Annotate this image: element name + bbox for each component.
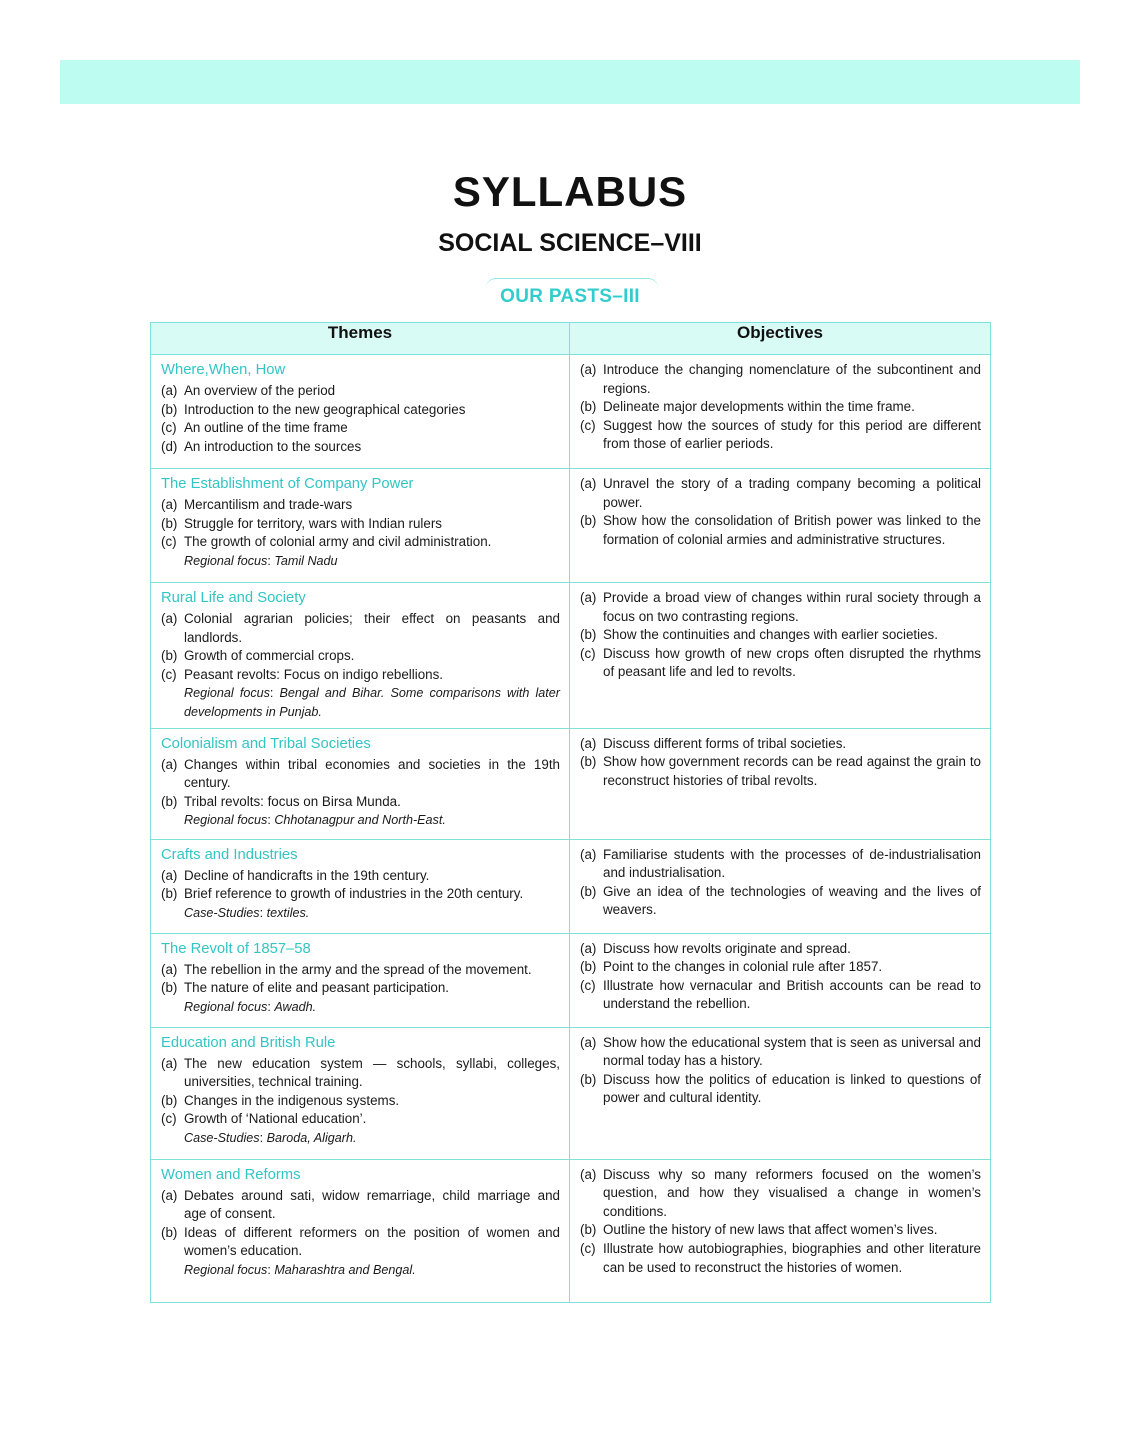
themes-item-text: Growth of ‘National education’. bbox=[184, 1111, 367, 1127]
themes-item-text: Ideas of different reformers on the position of women and women’s education. bbox=[184, 1224, 560, 1259]
focus-note-label: Case-Studies bbox=[184, 1130, 260, 1145]
objectives-item bbox=[580, 1034, 981, 1071]
themes-cell bbox=[151, 1159, 570, 1302]
themes-item-label: (b) bbox=[161, 648, 178, 664]
themes-cell bbox=[151, 469, 570, 583]
objectives-item-text: Illustrate how vernacular and British accounts can be read to understand the rebellion. bbox=[603, 977, 981, 1012]
page-title: SYLLABUS bbox=[452, 168, 688, 215]
objectives-item bbox=[580, 1221, 981, 1240]
themes-item bbox=[161, 867, 560, 886]
themes-item bbox=[161, 885, 560, 904]
themes-item-text: An outline of the time frame bbox=[184, 420, 348, 436]
focus-note-label: Regional focus bbox=[184, 553, 268, 568]
focus-note bbox=[161, 811, 560, 830]
objectives-item-label: (b) bbox=[580, 1071, 597, 1087]
focus-note bbox=[161, 904, 560, 923]
focus-note-text: Chhotanagpur and North-East. bbox=[274, 813, 446, 828]
objectives-item bbox=[580, 589, 981, 626]
objectives-item bbox=[580, 645, 981, 682]
themes-item-label: (a) bbox=[161, 383, 178, 398]
themes-item-label: (a) bbox=[161, 867, 178, 883]
themes-item-text: The nature of elite and peasant participation. bbox=[184, 980, 450, 996]
themes-item-text: Peasant revolts: Focus on indigo rebellions. bbox=[184, 666, 444, 682]
focus-note-separator: : bbox=[259, 1130, 267, 1145]
themes-item bbox=[161, 533, 560, 552]
objectives-item-text: Illustrate how autobiographies, biographies and other literature can be used to reconstruct the histories of women. bbox=[603, 1240, 981, 1275]
objectives-item bbox=[580, 1071, 981, 1108]
objectives-item-text: Delineate major developments within the time frame. bbox=[603, 399, 915, 415]
table-row bbox=[151, 839, 991, 933]
objectives-item-label: (c) bbox=[580, 645, 596, 661]
table-row bbox=[151, 1159, 991, 1302]
focus-note-separator: : bbox=[267, 813, 275, 828]
themes-item-label: (c) bbox=[161, 666, 177, 682]
objectives-item-label: (b) bbox=[580, 627, 597, 643]
objectives-item-text: Introduce the changing nomenclature of the subcontinent and regions. bbox=[603, 362, 981, 396]
objectives-item bbox=[580, 958, 981, 977]
objectives-item bbox=[580, 940, 981, 959]
themes-item bbox=[161, 666, 560, 685]
header-band bbox=[60, 60, 1080, 104]
objectives-item-text: Unravel the story of a trading company becoming a political power. bbox=[603, 476, 981, 510]
objectives-item-text: Provide a broad view of changes within rural society through a focus on two contrasting regions. bbox=[603, 590, 981, 624]
objectives-cell bbox=[570, 1027, 991, 1159]
objectives-item bbox=[580, 1240, 981, 1277]
objectives-item bbox=[580, 475, 981, 512]
themes-item-text: Decline of handicrafts in the 19th century. bbox=[184, 867, 430, 883]
focus-note bbox=[161, 1261, 560, 1280]
themes-item-label: (b) bbox=[161, 401, 178, 417]
themes-item-text: Colonial agrarian policies; their effect on peasants and landlords. bbox=[184, 611, 560, 645]
themes-item-label: (a) bbox=[161, 961, 178, 977]
theme-title: Education and British Rule bbox=[161, 1034, 336, 1051]
focus-note bbox=[161, 1129, 560, 1148]
objectives-item-text: Show the continuities and changes with earlier societies. bbox=[603, 627, 938, 643]
objectives-item bbox=[580, 977, 981, 1014]
themes-item-text: Mercantilism and trade-wars bbox=[184, 497, 353, 512]
themes-item bbox=[161, 756, 560, 793]
themes-item-label: (a) bbox=[161, 756, 178, 772]
themes-item-text: Brief reference to growth of industries in the 20th century. bbox=[184, 886, 524, 902]
table-row bbox=[151, 355, 991, 469]
theme-title: Rural Life and Society bbox=[161, 590, 306, 606]
objectives-item-text: Discuss how the politics of education is linked to questions of power and cultural identity. bbox=[603, 1071, 981, 1106]
themes-cell bbox=[151, 933, 570, 1027]
focus-note-separator: : bbox=[267, 1262, 275, 1277]
focus-note-label: Case-Studies bbox=[184, 905, 260, 920]
themes-item bbox=[161, 1055, 560, 1092]
theme-title: Where,When, How bbox=[161, 362, 286, 378]
table-row bbox=[151, 1027, 991, 1159]
table-row bbox=[151, 933, 991, 1027]
themes-item-text: The growth of colonial army and civil administration. bbox=[184, 534, 492, 550]
objectives-item-label: (b) bbox=[580, 1222, 597, 1238]
objectives-item bbox=[580, 1166, 981, 1222]
objectives-item-label: (a) bbox=[580, 590, 597, 605]
objectives-item-label: (b) bbox=[580, 754, 597, 770]
themes-item-text: Struggle for territory, wars with Indian rulers bbox=[184, 515, 442, 531]
themes-cell bbox=[151, 839, 570, 933]
objectives-item-text: Familiarise students with the processes of de-industrialisation and industrialisation. bbox=[603, 846, 981, 881]
themes-item bbox=[161, 647, 560, 666]
objectives-item bbox=[580, 626, 981, 645]
focus-note-label: Regional focus bbox=[184, 1262, 268, 1277]
objectives-item-text: Show how the consolidation of British power was linked to the formation of colonial armies and administrative structures. bbox=[603, 513, 981, 547]
objectives-item-label: (c) bbox=[580, 1240, 596, 1256]
themes-item-label: (a) bbox=[161, 1055, 178, 1071]
objectives-item bbox=[580, 735, 981, 754]
themes-item-text: An overview of the period bbox=[184, 383, 336, 398]
objectives-item-label: (c) bbox=[580, 417, 596, 433]
focus-note bbox=[161, 552, 560, 571]
objectives-cell bbox=[570, 933, 991, 1027]
themes-item bbox=[161, 496, 560, 515]
focus-note-text: Bengal and Bihar. Some comparisons with later developments in Punjab. bbox=[184, 686, 561, 719]
themes-item-text: Debates around sati, widow remarriage, child marriage and age of consent. bbox=[184, 1187, 560, 1222]
objectives-item-text: Show how government records can be read against the grain to reconstruct histories of tribal revolts. bbox=[603, 754, 981, 788]
objectives-item-label: (a) bbox=[580, 940, 597, 956]
themes-item-label: (a) bbox=[161, 1187, 178, 1203]
table-row bbox=[151, 728, 991, 839]
themes-item bbox=[161, 515, 560, 534]
objectives-item-label: (a) bbox=[580, 362, 597, 377]
focus-note-text: Tamil Nadu bbox=[274, 553, 338, 568]
themes-item-label: (b) bbox=[161, 1092, 178, 1108]
themes-item-text: An introduction to the sources bbox=[184, 438, 362, 454]
objectives-item bbox=[580, 361, 981, 398]
themes-item bbox=[161, 1187, 560, 1224]
objectives-item bbox=[580, 846, 981, 883]
objectives-item bbox=[580, 398, 981, 417]
objectives-item-text: Show how the educational system that is seen as universal and normal today has a history. bbox=[603, 1034, 981, 1069]
objectives-cell bbox=[570, 1159, 991, 1302]
column-header-objectives: Objectives bbox=[570, 323, 991, 355]
objectives-item-text: Outline the history of new laws that affect women’s lives. bbox=[603, 1222, 938, 1238]
themes-item-label: (b) bbox=[161, 886, 178, 902]
focus-note-text: textiles. bbox=[266, 905, 310, 920]
themes-item bbox=[161, 1110, 560, 1129]
themes-item bbox=[161, 610, 560, 647]
focus-note-separator: : bbox=[259, 905, 267, 920]
themes-item bbox=[161, 793, 560, 812]
objectives-item-text: Discuss how revolts originate and spread. bbox=[603, 940, 851, 956]
objectives-item-text: Give an idea of the technologies of weaving and the lives of weavers. bbox=[603, 883, 981, 918]
theme-title: The Establishment of Company Power bbox=[161, 476, 414, 492]
focus-note-text: Awadh. bbox=[274, 999, 317, 1014]
themes-cell bbox=[151, 583, 570, 729]
themes-item-label: (b) bbox=[161, 1224, 178, 1240]
objectives-item bbox=[580, 417, 981, 454]
theme-title: The Revolt of 1857–58 bbox=[161, 940, 311, 957]
objectives-item-text: Discuss different forms of tribal societies. bbox=[603, 735, 847, 751]
themes-item-text: Tribal revolts: focus on Birsa Munda. bbox=[184, 793, 401, 809]
table-header-row bbox=[151, 323, 991, 355]
objectives-item-text: Point to the changes in colonial rule after 1857. bbox=[603, 959, 883, 975]
focus-note bbox=[161, 684, 560, 721]
objectives-item-text: Suggest how the sources of study for this period are different from those of earlier periods. bbox=[603, 417, 981, 452]
syllabus-table bbox=[150, 322, 991, 1303]
theme-title: Crafts and Industries bbox=[161, 846, 298, 863]
objectives-item-text: Discuss how growth of new crops often disrupted the rhythms of peasant life and led to revolts. bbox=[603, 645, 981, 680]
objectives-item-label: (b) bbox=[580, 513, 597, 529]
themes-item-text: The new education system — schools, syllabi, colleges, universities, technical training. bbox=[184, 1055, 560, 1090]
themes-item-label: (c) bbox=[161, 1111, 177, 1127]
focus-note-separator: : bbox=[267, 999, 275, 1014]
objectives-item-label: (c) bbox=[580, 977, 596, 993]
objectives-cell bbox=[570, 839, 991, 933]
objectives-item-label: (b) bbox=[580, 399, 597, 415]
focus-note-label: Regional focus bbox=[184, 999, 268, 1014]
themes-cell bbox=[151, 728, 570, 839]
table-row bbox=[151, 583, 991, 729]
objectives-item-label: (b) bbox=[580, 959, 597, 975]
objectives-item-text: Discuss why so many reformers focused on the women’s question, and how they visualised a change in women’s conditions. bbox=[603, 1166, 981, 1219]
objectives-item bbox=[580, 883, 981, 920]
objectives-cell bbox=[570, 728, 991, 839]
focus-note-text: Maharashtra and Bengal. bbox=[274, 1262, 416, 1277]
objectives-item-label: (a) bbox=[580, 846, 597, 862]
book-title: OUR PASTS–III bbox=[500, 286, 640, 307]
themes-item bbox=[161, 438, 560, 457]
themes-item-label: (c) bbox=[161, 420, 177, 436]
themes-item bbox=[161, 961, 560, 980]
focus-note-text: Baroda, Aligarh. bbox=[266, 1130, 357, 1145]
table-row bbox=[151, 469, 991, 583]
themes-item-label: (a) bbox=[161, 611, 178, 626]
themes-cell bbox=[151, 1027, 570, 1159]
themes-item bbox=[161, 979, 560, 998]
focus-note bbox=[161, 998, 560, 1017]
page-subtitle: SOCIAL SCIENCE–VIII bbox=[438, 229, 702, 257]
objectives-cell bbox=[570, 583, 991, 729]
themes-item bbox=[161, 401, 560, 420]
theme-title: Colonialism and Tribal Societies bbox=[161, 735, 371, 752]
themes-item-label: (b) bbox=[161, 793, 178, 809]
focus-note-separator: : bbox=[267, 553, 275, 568]
objectives-cell bbox=[570, 355, 991, 469]
themes-item-text: Growth of commercial crops. bbox=[184, 648, 355, 664]
themes-cell bbox=[151, 355, 570, 469]
themes-item-text: Introduction to the new geographical categories bbox=[184, 401, 466, 417]
objectives-item bbox=[580, 512, 981, 549]
themes-item-label: (b) bbox=[161, 515, 178, 531]
theme-title: Women and Reforms bbox=[161, 1166, 301, 1183]
themes-item bbox=[161, 1092, 560, 1111]
themes-item-text: Changes within tribal economies and societies in the 19th century. bbox=[184, 756, 560, 791]
themes-item-text: The rebellion in the army and the spread of the movement. bbox=[184, 961, 532, 977]
themes-item-label: (d) bbox=[161, 438, 178, 454]
objectives-item-label: (a) bbox=[580, 476, 597, 491]
objectives-item-label: (a) bbox=[580, 1034, 597, 1050]
focus-note-label: Regional focus bbox=[184, 813, 268, 828]
objectives-item-label: (a) bbox=[580, 735, 597, 751]
focus-note-separator: : bbox=[269, 686, 280, 701]
themes-item bbox=[161, 419, 560, 438]
themes-item bbox=[161, 382, 560, 401]
column-header-themes: Themes bbox=[151, 323, 570, 355]
themes-item bbox=[161, 1224, 560, 1261]
themes-item-text: Changes in the indigenous systems. bbox=[184, 1092, 400, 1108]
objectives-item-label: (a) bbox=[580, 1166, 597, 1182]
themes-item-label: (a) bbox=[161, 497, 178, 512]
objectives-item-label: (b) bbox=[580, 883, 597, 899]
objectives-cell bbox=[570, 469, 991, 583]
objectives-item bbox=[580, 753, 981, 790]
focus-note-label: Regional focus bbox=[184, 686, 270, 701]
themes-item-label: (c) bbox=[161, 534, 177, 550]
themes-item-label: (b) bbox=[161, 980, 178, 996]
